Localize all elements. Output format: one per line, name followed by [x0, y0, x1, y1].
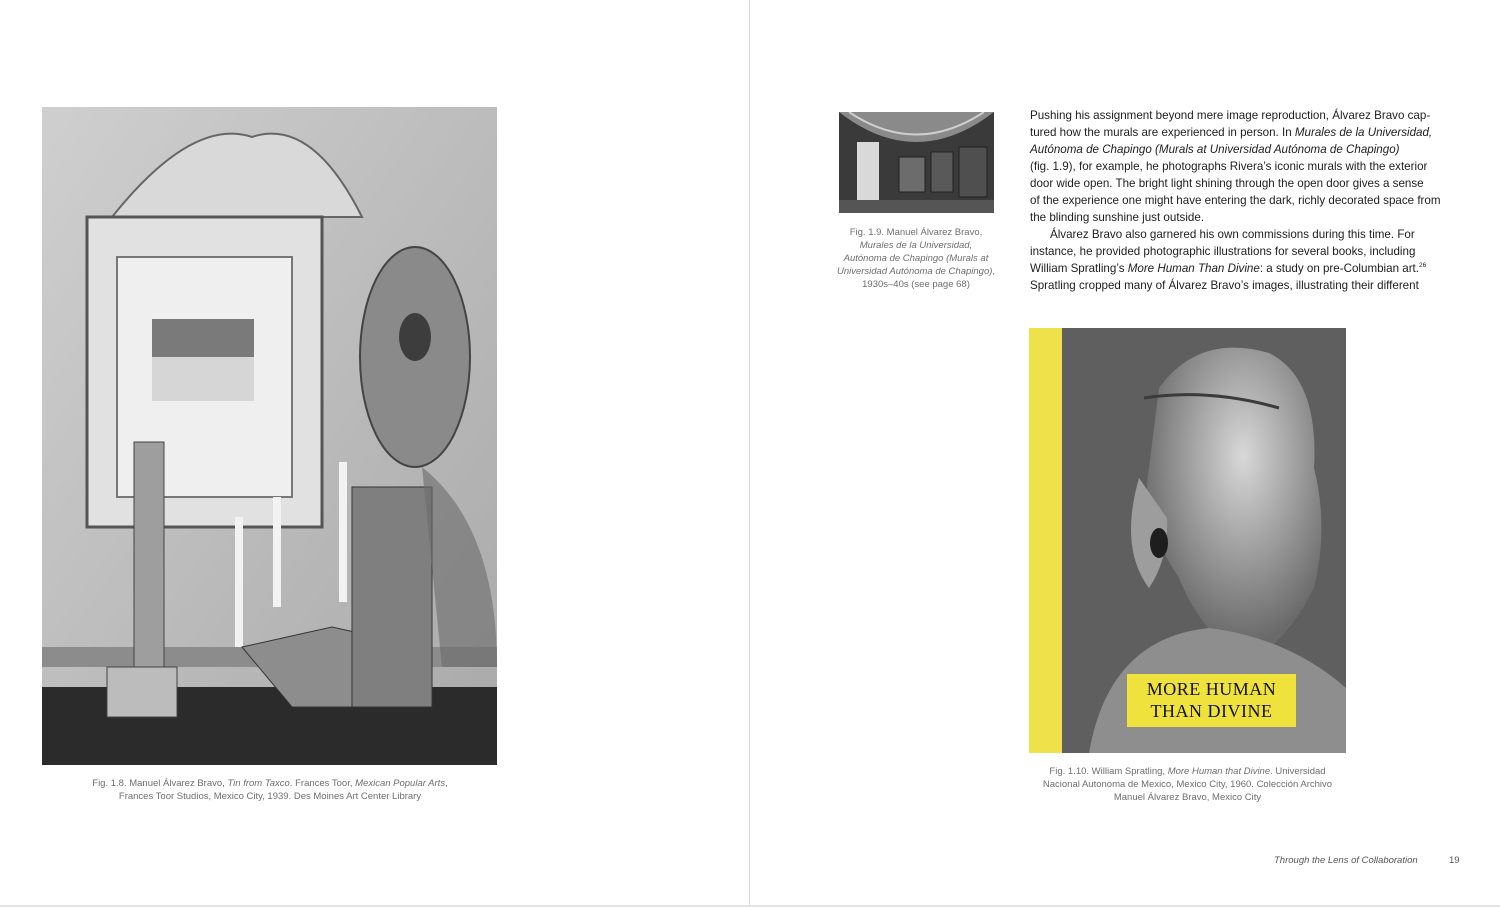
caption-title: More Human that Divine: [1167, 766, 1271, 777]
text-line: Álvarez Bravo also garnered his own commissions during this time. For: [1050, 228, 1415, 241]
caption-text: ,: [992, 266, 996, 277]
text-line: tured how the murals are experienced in person. In: [1030, 126, 1295, 139]
italic-title: Murales de la Universidad,: [1294, 126, 1433, 139]
paragraph-2: [1030, 226, 1455, 294]
figure-1-10-caption: [1035, 765, 1340, 804]
text-line: instance, he provided photographic illustrations for several books, including: [1030, 245, 1416, 258]
endnote-marker[interactable]: 26: [1419, 262, 1427, 269]
cover-title-line: THAN DIVINE: [1150, 701, 1273, 721]
caption-line: 1930s–40s (see page 68): [862, 279, 970, 290]
caption-publication: Mexican Popular Arts: [355, 778, 446, 789]
figure-1-8-photo: [42, 107, 497, 765]
caption-line: Manuel Álvarez Bravo, Mexico City: [1113, 792, 1262, 803]
caption-title: Autónoma de Chapingo (Murals at: [843, 253, 989, 264]
caption-text: Fig. 1.10. William Spratling,: [1049, 766, 1168, 777]
caption-text: . Universidad: [1270, 766, 1326, 777]
italic-title: More Human Than Divine: [1127, 262, 1260, 275]
caption-text: . Frances Toor,: [289, 778, 356, 789]
caption-title: Murales de la Universidad,: [859, 240, 973, 251]
text-line: : a study on pre-Columbian art.: [1259, 262, 1419, 275]
text-line: door wide open. The bright light shining through the open door gives a sense: [1030, 177, 1424, 190]
paragraph-1: [1030, 107, 1455, 226]
caption-line: Fig. 1.9. Manuel Álvarez Bravo,: [849, 227, 983, 238]
running-footer: Through the Lens of Collaboration: [1274, 855, 1418, 866]
page-number: 19: [1449, 855, 1460, 866]
left-page: [0, 0, 749, 907]
text-line: the blinding sunshine just outside.: [1030, 211, 1205, 224]
caption-line: Frances Toor Studios, Mexico City, 1939. Des Moines Art Center Library: [118, 791, 422, 802]
text-line: of the experience one might have entering the dark, richly decorated space from: [1030, 194, 1441, 207]
cover-title-line: MORE HUMAN: [1146, 679, 1277, 699]
figure-1-8-caption: [60, 777, 480, 803]
body-text: [1030, 107, 1455, 294]
caption-text: ,: [445, 778, 448, 789]
caption-title: Tin from Taxco: [227, 778, 290, 789]
italic-title: Autónoma de Chapingo (Murals at Universidad Autónoma de Chapingo): [1030, 143, 1400, 156]
text-line: William Spratling’s: [1030, 262, 1128, 275]
caption-title: Universidad Autónoma de Chapingo): [836, 266, 993, 277]
book-cover-title: [1127, 674, 1296, 727]
caption-text: Fig. 1.8. Manuel Álvarez Bravo,: [92, 778, 228, 789]
text-line: Pushing his assignment beyond mere image reproduction, Álvarez Bravo cap-: [1030, 109, 1431, 122]
text-line: (fig. 1.9), for example, he photographs Rivera’s iconic murals with the exterior: [1030, 160, 1428, 173]
caption-line: Nacional Autonoma de Mexico, Mexico City, 1960. Colección Archivo: [1042, 779, 1333, 790]
figure-1-9-caption: [836, 226, 996, 291]
text-line: Spratling cropped many of Álvarez Bravo’s images, illustrating their different: [1030, 279, 1419, 292]
figure-1-9-photo: [839, 112, 994, 213]
